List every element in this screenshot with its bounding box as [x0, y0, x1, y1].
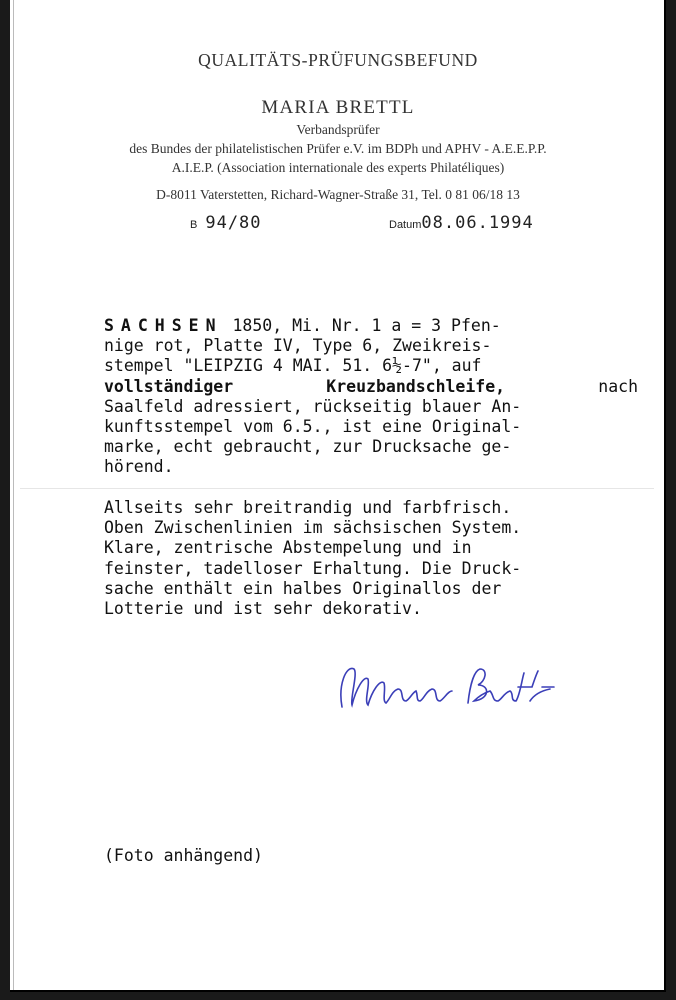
text-line: [104, 377, 638, 397]
bold-phrase: vollständiger Kreuzbandschleife,: [104, 376, 506, 396]
signature-first-name: [341, 668, 452, 707]
text-line: Oben Zwischenlinien im sächsischen System.: [104, 518, 522, 538]
photo-note: [104, 846, 263, 866]
text-line: [104, 316, 638, 336]
text-line: Saalfeld adressiert, rückseitig blauer An-: [104, 396, 522, 416]
certificate-page: [10, 0, 666, 992]
text-line: stempel "LEIPZIG 4 MAI. 51. 6½-7", auf: [104, 356, 482, 376]
description-paragraph: [104, 316, 638, 478]
international-association-line: A.I.E.P. (Association internationale des experts Philatéliques): [171, 160, 505, 175]
text-line: Allseits sehr breitrandig und farbfrisch.: [104, 498, 512, 517]
date-label: Datum: [389, 219, 422, 231]
text-line: kunftsstempel vom 6.5., ist eine Original-: [104, 417, 522, 437]
signature-last-name: [468, 669, 554, 703]
text-line: hörend.: [104, 457, 174, 477]
text-line: Klare, zentrische Abstempelung und in: [104, 538, 472, 558]
address-line: D-8011 Vaterstetten, Richard-Wagner-Straße 31, Tel. 0 81 06/18 13: [156, 187, 520, 202]
condition-paragraph: [104, 498, 521, 619]
fold-line: [20, 488, 654, 489]
certificate-title: QUALITÄTS-PRÜFUNGSBEFUND: [198, 50, 478, 70]
certificate-date: [389, 213, 534, 233]
date-value: 08.06.1994: [421, 213, 534, 233]
examiner-name: MARIA BRETTL: [261, 97, 415, 118]
text-line: feinster, tadelloser Erhaltung. Die Druck-: [104, 558, 522, 578]
handwritten-signature: [328, 655, 568, 725]
number-value: 94/80: [205, 213, 262, 233]
country-name: SACHSEN: [104, 316, 223, 335]
text-line: marke, echt gebraucht, zur Drucksache ge-: [104, 437, 512, 457]
text-fragment: nach: [505, 376, 638, 396]
text-fragment: 1850, Mi. Nr. 1 a = 3 Pfen-: [222, 316, 501, 335]
certificate-number: [190, 213, 262, 233]
association-line: des Bundes der philatelistischen Prüfer e.V. im BDPh und APHV - A.E.E.P.P.: [129, 141, 547, 156]
text-line: (Foto anhängend): [104, 846, 263, 865]
text-line: nige rot, Platte IV, Type 6, Zweikreis-: [104, 336, 492, 356]
text-line: Lotterie und ist sehr dekorativ.: [104, 599, 422, 619]
number-label: B: [190, 219, 198, 231]
examiner-role: Verbandsprüfer: [296, 122, 380, 137]
text-line: sache enthält ein halbes Originallos der: [104, 578, 502, 598]
